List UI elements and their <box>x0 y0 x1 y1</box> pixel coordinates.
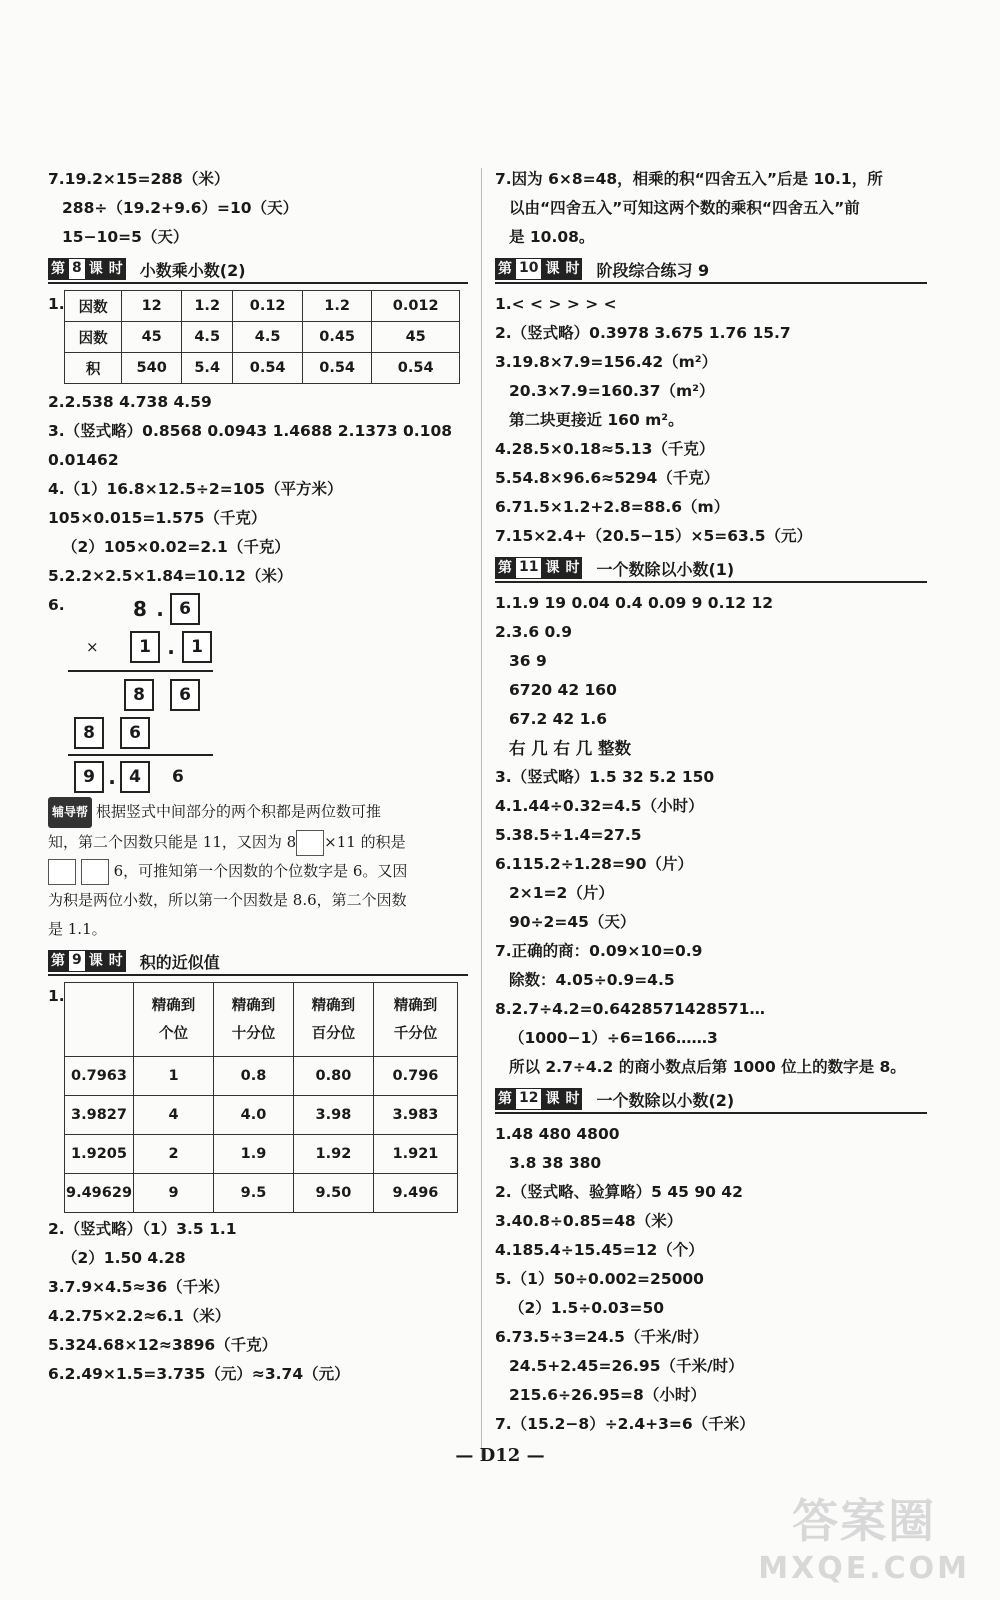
answer-line: 4.185.4÷15.45=12（个） <box>495 1241 704 1259</box>
table-cell: 9.496 <box>373 1174 457 1213</box>
lesson-title: 小数乘小数(2) <box>139 260 246 280</box>
lesson-badge: 第 8 课 时 <box>48 258 126 280</box>
vertical-multiplication <box>48 591 468 791</box>
answer-line: 3.7.9×4.5≈36（千米） <box>48 1278 230 1296</box>
answer-line: 所以 2.7÷4.2 的商小数点后第 1000 位上的数字是 8。 <box>509 1058 906 1076</box>
table-cell: 1.92 <box>293 1135 373 1174</box>
blank-box <box>296 830 324 856</box>
digit-box: 6 <box>170 679 200 711</box>
lesson-badge: 第 9 课 时 <box>48 950 126 972</box>
answer-line: 15−10=5（天） <box>62 228 189 246</box>
table-cell: 0.012 <box>372 291 460 322</box>
answer-line: 90÷2=45（天） <box>509 913 636 931</box>
digit-box: 8 <box>74 717 104 749</box>
answer-line: 6720 42 160 <box>509 681 617 699</box>
answer-line: 1.1.9 19 0.04 0.4 0.09 9 0.12 12 <box>495 594 774 612</box>
lesson-title: 一个数除以小数(1) <box>596 559 735 579</box>
table-cell: 540 <box>122 353 182 384</box>
table-cell: 0.80 <box>293 1057 373 1096</box>
table-cell: 0.54 <box>302 353 372 384</box>
table-cell: 0.7963 <box>65 1057 134 1096</box>
answer-line: 6.115.2÷1.28=90（片） <box>495 855 693 873</box>
table-cell: 1.9 <box>214 1135 294 1174</box>
answer-line: 4.（1）16.8×12.5÷2=105（平方米） <box>48 480 343 498</box>
table-cell: 4.5 <box>233 322 303 353</box>
table-cell: 9 <box>134 1174 214 1213</box>
lesson-header-9 <box>48 948 468 976</box>
factor-table <box>64 290 460 384</box>
table-cell: 3.983 <box>373 1096 457 1135</box>
approx-block <box>48 982 468 1213</box>
answer-line: 是 10.08。 <box>509 228 595 246</box>
question-number: 1. <box>48 295 65 313</box>
digit-box: 4 <box>120 761 150 793</box>
answer-line: 除数：4.05÷0.9=4.5 <box>509 971 675 989</box>
table-cell: 5.4 <box>181 353 232 384</box>
answer-line: 0.01462 <box>48 451 119 469</box>
answer-line: 以由“四舍五入”可知这两个数的乘积“四舍五入”前 <box>509 199 860 217</box>
table-cell: 0.796 <box>373 1057 457 1096</box>
table-header-cell: 精确到 千分位 <box>373 983 457 1057</box>
answer-line: 第二块更接近 160 m²。 <box>509 411 684 429</box>
answer-line: 288÷（19.2+9.6）=10（天） <box>62 199 299 217</box>
answer-line: 5.38.5÷1.4=27.5 <box>495 826 642 844</box>
answer-line: 6.73.5÷3=24.5（千米/时） <box>495 1328 709 1346</box>
answer-line: 右 几 右 几 整数 <box>509 739 631 758</box>
table-cell: 1.9205 <box>65 1135 134 1174</box>
answer-line: 1.< < > > > < <box>495 295 617 313</box>
answer-line: （2）1.5÷0.03=50 <box>509 1299 665 1317</box>
digit-box: 1 <box>182 631 212 663</box>
lesson-badge: 第 11 课 时 <box>495 557 582 579</box>
blank-box <box>48 859 76 885</box>
question-number: 6. <box>48 596 65 614</box>
lesson-header-10 <box>495 256 927 284</box>
times-sign: × <box>86 638 99 656</box>
lesson-title: 阶段综合练习 9 <box>596 260 710 280</box>
table-cell: 4.5 <box>181 322 232 353</box>
table-cell: 1.921 <box>373 1135 457 1174</box>
table-cell: 0.12 <box>233 291 303 322</box>
answer-line: 36 9 <box>509 652 547 670</box>
column-divider <box>481 168 482 1458</box>
table-header-cell: 精确到 十分位 <box>214 983 294 1057</box>
answer-line: 215.6÷26.95=8（小时） <box>509 1386 706 1404</box>
answer-line: 7.19.2×15=288（米） <box>48 170 230 188</box>
table-cell: 因数 <box>65 322 122 353</box>
table-cell: 0.8 <box>214 1057 294 1096</box>
table-cell: 3.9827 <box>65 1096 134 1135</box>
right-column <box>495 165 927 1439</box>
answer-line: 3.8 38 380 <box>509 1154 602 1172</box>
table-cell: 2 <box>134 1135 214 1174</box>
table-cell: 0.54 <box>233 353 303 384</box>
answer-line: 2.3.6 0.9 <box>495 623 572 641</box>
answer-line: 67.2 42 1.6 <box>509 710 608 728</box>
watermark-logo: 答案圈 MXQE.COM <box>758 1494 970 1586</box>
answer-line: 2.2.538 4.738 4.59 <box>48 393 212 411</box>
answer-line: 5.54.8×96.6≈5294（千克） <box>495 469 720 487</box>
answer-line: 4.1.44÷0.32=4.5（小时） <box>495 797 704 815</box>
lesson-badge: 第 12 课 时 <box>495 1088 582 1110</box>
answer-line: （1000−1）÷6=166……3 <box>509 1029 718 1047</box>
table-cell: 45 <box>372 322 460 353</box>
answer-line: 4.2.75×2.2≈6.1（米） <box>48 1307 231 1325</box>
digit-row: 8 . 6 <box>130 589 200 629</box>
lesson-badge: 第 10 课 时 <box>495 258 582 280</box>
lesson-title: 积的近似值 <box>139 952 220 972</box>
table-cell: 1.2 <box>181 291 232 322</box>
table-row <box>65 353 460 384</box>
digit-box: 9 <box>74 761 104 793</box>
lesson-header-11 <box>495 555 927 583</box>
answer-line: 1.48 480 4800 <box>495 1125 620 1143</box>
answer-line: 20.3×7.9=160.37（m²） <box>509 382 715 400</box>
left-column <box>48 165 468 1389</box>
answer-line: 105×0.015=1.575（千克） <box>48 509 267 527</box>
digit-row: 9 . 4 6 <box>74 757 184 797</box>
digit-box: 1 <box>130 631 160 663</box>
digit-box: 6 <box>170 593 200 625</box>
answer-line: 4.28.5×0.18≈5.13（千克） <box>495 440 715 458</box>
digit-row <box>74 713 150 753</box>
answer-line: 7.正确的商：0.09×10=0.9 <box>495 942 703 960</box>
table-cell: 0.45 <box>302 322 372 353</box>
table-row <box>65 1174 458 1213</box>
blank-box <box>81 859 109 885</box>
digit-row <box>124 675 200 715</box>
table-cell: 9.5 <box>214 1174 294 1213</box>
digit-box: 8 <box>124 679 154 711</box>
q1-block <box>48 290 468 384</box>
table-cell: 因数 <box>65 291 122 322</box>
answer-line: （2）1.50 4.28 <box>62 1249 186 1267</box>
table-cell: 1 <box>134 1057 214 1096</box>
table-cell: 4 <box>134 1096 214 1135</box>
answer-line: 8.2.7÷4.2=0.6428571428571… <box>495 1000 765 1018</box>
table-header-cell: 精确到 百分位 <box>293 983 373 1057</box>
answer-line: 3.19.8×7.9=156.42（m²） <box>495 353 718 371</box>
answer-line: 3.（竖式略）0.8568 0.0943 1.4688 2.1373 0.108 <box>48 422 453 440</box>
table-cell: 12 <box>122 291 182 322</box>
answer-line: 5.（1）50÷0.002=25000 <box>495 1270 704 1288</box>
table-row <box>65 322 460 353</box>
table-row <box>65 1057 458 1096</box>
table-cell: 0.54 <box>372 353 460 384</box>
table-header-cell <box>65 983 134 1057</box>
answer-line: 7.（15.2−8）÷2.4+3=6（千米） <box>495 1415 755 1433</box>
answer-line: 24.5+2.45=26.95（千米/时） <box>509 1357 744 1375</box>
table-row <box>65 1096 458 1135</box>
lesson-title: 一个数除以小数(2) <box>596 1090 735 1110</box>
digit-row: × 1 . 1 <box>86 627 212 667</box>
rule-line <box>68 754 213 756</box>
table-cell: 1.2 <box>302 291 372 322</box>
table-row <box>65 1135 458 1174</box>
lesson-header-12 <box>495 1086 927 1114</box>
lesson-header-8 <box>48 256 468 284</box>
answer-line: 3.40.8÷0.85=48（米） <box>495 1212 683 1230</box>
table-header-cell: 精确到 个位 <box>134 983 214 1057</box>
question-number: 1. <box>48 987 65 1005</box>
answer-line: 2×1=2（片） <box>509 884 614 902</box>
answer-line: 3.（竖式略）1.5 32 5.2 150 <box>495 768 715 786</box>
page-number: — D12 — <box>455 1445 545 1466</box>
table-row <box>65 291 460 322</box>
table-cell: 4.0 <box>214 1096 294 1135</box>
answer-line: （2）105×0.02=2.1（千克） <box>62 538 290 556</box>
answer-line: 7.因为 6×8=48，相乘的积“四舍五入”后是 10.1，所 <box>495 170 883 188</box>
answer-line: 6.71.5×1.2+2.8=88.6（m） <box>495 498 730 516</box>
approximation-table <box>64 982 458 1213</box>
digit-box: 6 <box>120 717 150 749</box>
answer-line: 2.（竖式略）（1）3.5 1.1 <box>48 1220 237 1238</box>
table-cell: 45 <box>122 322 182 353</box>
answer-line: 2.（竖式略、验算略）5 45 90 42 <box>495 1183 743 1201</box>
table-cell: 9.49629 <box>65 1174 134 1213</box>
table-cell: 3.98 <box>293 1096 373 1135</box>
tip-paragraph: 辅导帮 根据竖式中间部分的两个积都是两位数可推 知，第二个因数只能是 11，又因为 8 ×11 的积是 6，可推知第一个因数的个位数字是 6。又因 为积是两位小数，所以第一个因数是 8.6，第二个因数 是 1.1。 <box>48 797 468 944</box>
answer-line: 6.2.49×1.5=3.735（元）≈3.74（元） <box>48 1365 350 1383</box>
tip-tag: 辅导帮 <box>48 797 92 828</box>
table-cell: 积 <box>65 353 122 384</box>
table-cell: 9.50 <box>293 1174 373 1213</box>
rule-line <box>68 670 213 672</box>
answer-line: 2.（竖式略）0.3978 3.675 1.76 15.7 <box>495 324 791 342</box>
answer-line: 7.15×2.4+（20.5−15）×5=63.5（元） <box>495 527 812 545</box>
answer-line: 5.2.2×2.5×1.84=10.12（米） <box>48 567 293 585</box>
answer-line: 5.324.68×12≈3896（千克） <box>48 1336 278 1354</box>
